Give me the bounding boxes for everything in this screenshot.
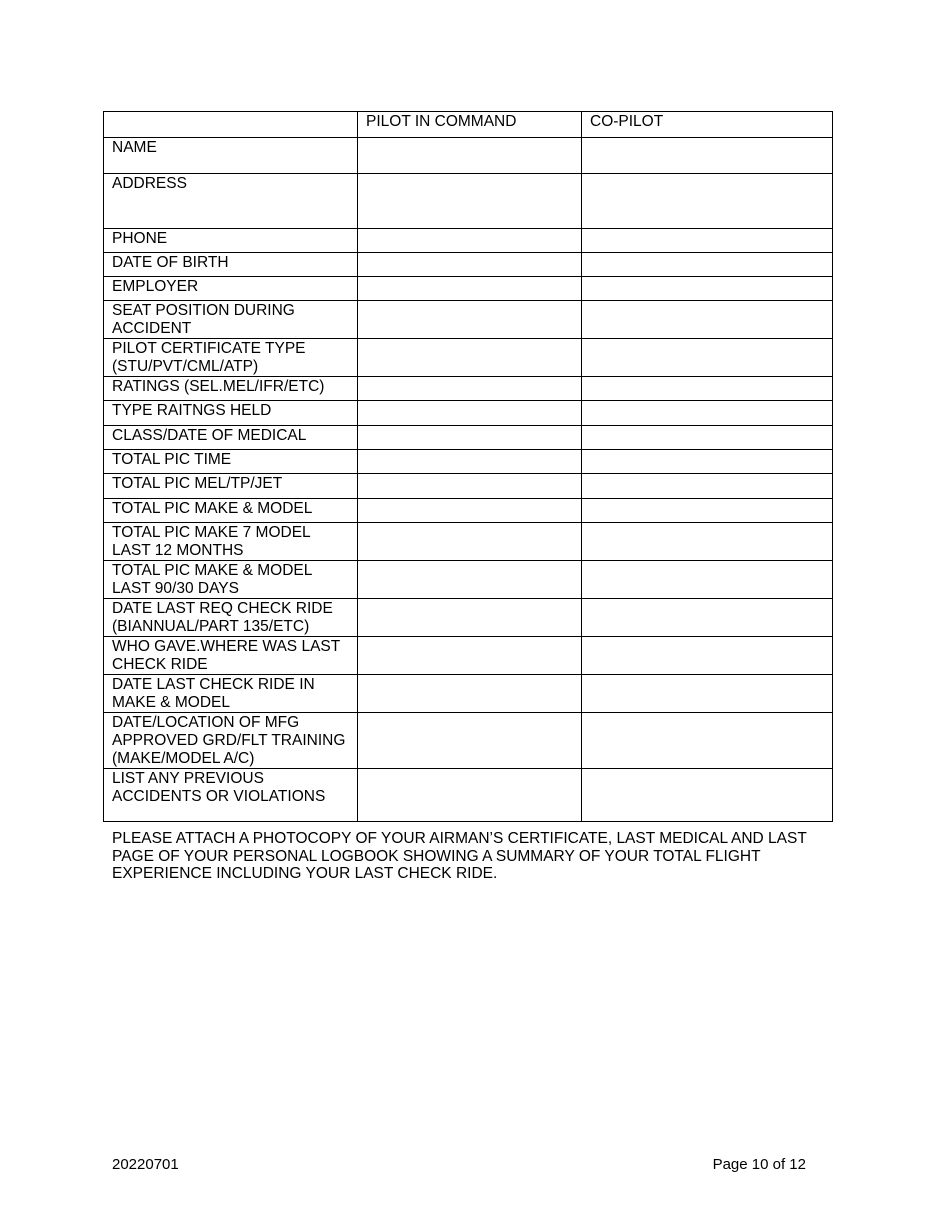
row-label: SEAT POSITION DURING ACCIDENT <box>104 301 358 339</box>
co-pilot-entry-cell[interactable] <box>582 450 833 474</box>
co-pilot-entry-cell[interactable] <box>582 174 833 229</box>
pilot-in-command-entry-cell[interactable] <box>358 229 582 253</box>
header-co-pilot: CO-PILOT <box>582 112 833 138</box>
row-label: DATE LAST CHECK RIDE IN MAKE & MODEL <box>104 675 358 713</box>
table-row <box>104 474 833 499</box>
row-label: TOTAL PIC MEL/TP/JET <box>104 474 358 499</box>
pilot-in-command-entry-cell[interactable] <box>358 174 582 229</box>
pilot-in-command-entry-cell[interactable] <box>358 138 582 174</box>
pilot-in-command-entry-cell[interactable] <box>358 339 582 377</box>
row-label: TOTAL PIC TIME <box>104 450 358 474</box>
table-row <box>104 769 833 822</box>
row-label: CLASS/DATE OF MEDICAL <box>104 426 358 450</box>
table-row <box>104 675 833 713</box>
row-label: ADDRESS <box>104 174 358 229</box>
table-row <box>104 499 833 523</box>
table-row <box>104 401 833 426</box>
pilot-in-command-entry-cell[interactable] <box>358 523 582 561</box>
row-label: TOTAL PIC MAKE & MODEL <box>104 499 358 523</box>
table-row <box>104 426 833 450</box>
table-row <box>104 377 833 401</box>
pilot-in-command-entry-cell[interactable] <box>358 301 582 339</box>
co-pilot-entry-cell[interactable] <box>582 474 833 499</box>
row-label: RATINGS (SEL.MEL/IFR/ETC) <box>104 377 358 401</box>
co-pilot-entry-cell[interactable] <box>582 301 833 339</box>
co-pilot-entry-cell[interactable] <box>582 426 833 450</box>
pilot-in-command-entry-cell[interactable] <box>358 450 582 474</box>
row-label: TYPE RAITNGS HELD <box>104 401 358 426</box>
row-label: TOTAL PIC MAKE & MODEL LAST 90/30 DAYS <box>104 561 358 599</box>
table-row <box>104 277 833 301</box>
attachment-instructions: PLEASE ATTACH A PHOTOCOPY OF YOUR AIRMAN’S CERTIFICATE, LAST MEDICAL AND LAST PAGE OF YOUR PERSONAL LOGBOOK SHOWING A SUMMARY OF YOUR TOTAL FLIGHT EXPERIENCE INCLUDING YOUR LAST CHECK RIDE. <box>112 830 807 882</box>
row-label: DATE/LOCATION OF MFG APPROVED GRD/FLT TRAINING (MAKE/MODEL A/C) <box>104 713 358 769</box>
header-blank-cell <box>104 112 358 138</box>
pilot-in-command-entry-cell[interactable] <box>358 599 582 637</box>
table-row <box>104 637 833 675</box>
co-pilot-entry-cell[interactable] <box>582 377 833 401</box>
co-pilot-entry-cell[interactable] <box>582 769 833 822</box>
co-pilot-entry-cell[interactable] <box>582 561 833 599</box>
pilot-in-command-entry-cell[interactable] <box>358 769 582 822</box>
row-label: PILOT CERTIFICATE TYPE (STU/PVT/CML/ATP) <box>104 339 358 377</box>
pilot-in-command-entry-cell[interactable] <box>358 426 582 450</box>
pilot-in-command-entry-cell[interactable] <box>358 253 582 277</box>
table-row <box>104 450 833 474</box>
table-row <box>104 138 833 174</box>
pilot-in-command-entry-cell[interactable] <box>358 713 582 769</box>
co-pilot-entry-cell[interactable] <box>582 277 833 301</box>
table-row <box>104 339 833 377</box>
header-row <box>104 112 833 138</box>
row-label: LIST ANY PREVIOUS ACCIDENTS OR VIOLATIONS <box>104 769 358 822</box>
co-pilot-entry-cell[interactable] <box>582 229 833 253</box>
co-pilot-entry-cell[interactable] <box>582 253 833 277</box>
co-pilot-entry-cell[interactable] <box>582 713 833 769</box>
co-pilot-entry-cell[interactable] <box>582 339 833 377</box>
row-label: NAME <box>104 138 358 174</box>
table-row <box>104 301 833 339</box>
row-label: EMPLOYER <box>104 277 358 301</box>
pilot-in-command-entry-cell[interactable] <box>358 377 582 401</box>
table-row <box>104 713 833 769</box>
table-row <box>104 229 833 253</box>
pilot-info-table <box>103 111 833 822</box>
table-row <box>104 599 833 637</box>
pilot-in-command-entry-cell[interactable] <box>358 277 582 301</box>
pilot-in-command-entry-cell[interactable] <box>358 401 582 426</box>
row-label: DATE OF BIRTH <box>104 253 358 277</box>
row-label: PHONE <box>104 229 358 253</box>
row-label: WHO GAVE.WHERE WAS LAST CHECK RIDE <box>104 637 358 675</box>
pilot-in-command-entry-cell[interactable] <box>358 561 582 599</box>
table-row <box>104 253 833 277</box>
co-pilot-entry-cell[interactable] <box>582 675 833 713</box>
row-label: TOTAL PIC MAKE 7 MODEL LAST 12 MONTHS <box>104 523 358 561</box>
table-row <box>104 561 833 599</box>
pilot-in-command-entry-cell[interactable] <box>358 637 582 675</box>
co-pilot-entry-cell[interactable] <box>582 499 833 523</box>
page-number: Page 10 of 12 <box>712 1156 806 1173</box>
pilot-in-command-entry-cell[interactable] <box>358 675 582 713</box>
co-pilot-entry-cell[interactable] <box>582 637 833 675</box>
pilot-in-command-entry-cell[interactable] <box>358 474 582 499</box>
header-pilot-in-command: PILOT IN COMMAND <box>358 112 582 138</box>
co-pilot-entry-cell[interactable] <box>582 599 833 637</box>
co-pilot-entry-cell[interactable] <box>582 523 833 561</box>
co-pilot-entry-cell[interactable] <box>582 138 833 174</box>
document-code: 20220701 <box>112 1156 179 1173</box>
co-pilot-entry-cell[interactable] <box>582 401 833 426</box>
table-row <box>104 174 833 229</box>
table-row <box>104 523 833 561</box>
row-label: DATE LAST REQ CHECK RIDE (BIANNUAL/PART 135/ETC) <box>104 599 358 637</box>
pilot-in-command-entry-cell[interactable] <box>358 499 582 523</box>
